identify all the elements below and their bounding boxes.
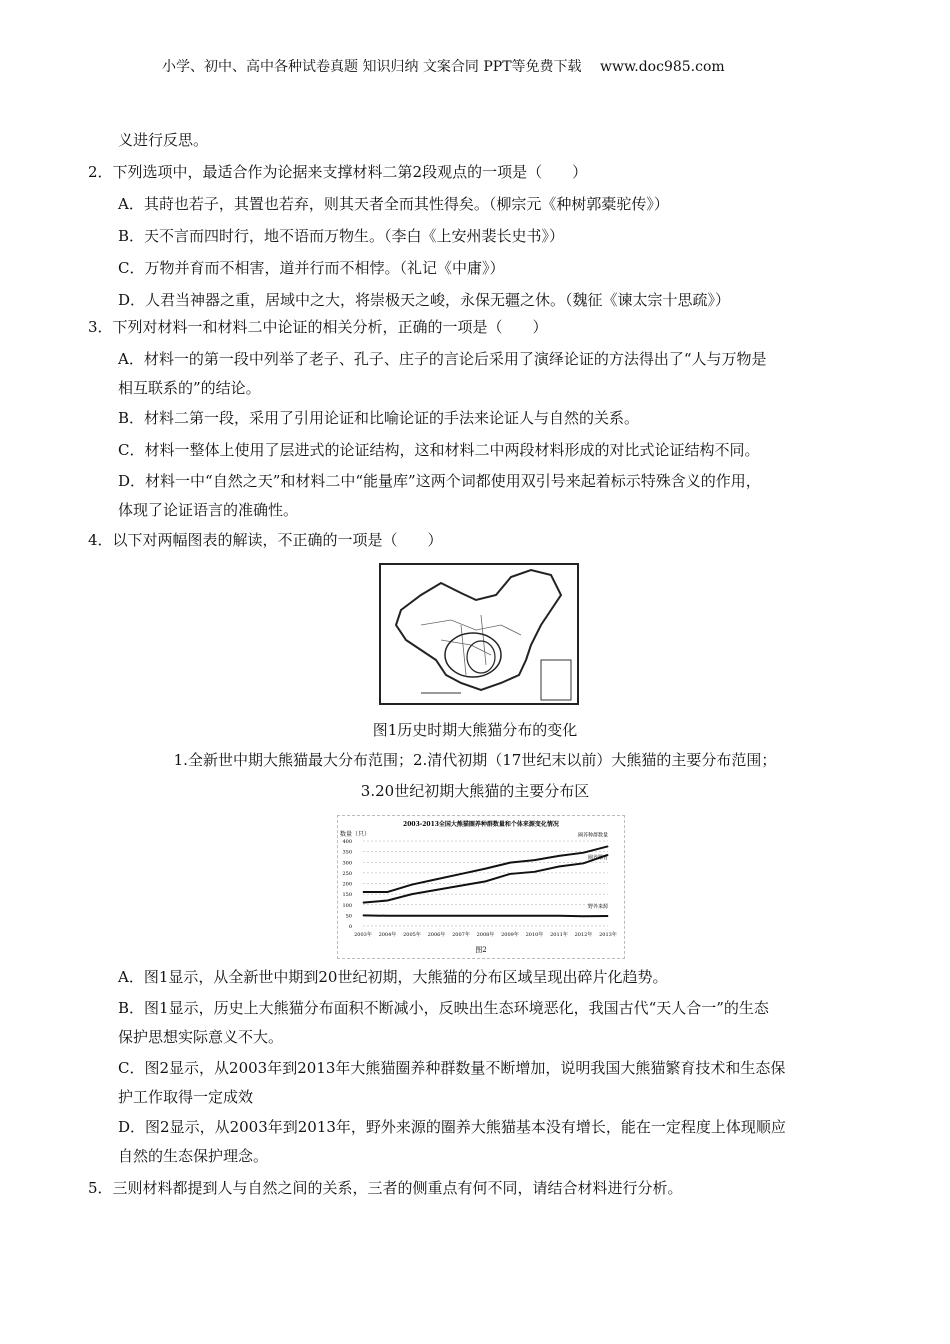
y-tick-label: 100 [342,902,352,909]
x-tick-label: 2013年 [599,932,617,938]
page-header: 小学、初中、高中各种试卷真题 知识归纳 文案合同 PPT等免费下载 www.doc985.com [162,59,725,75]
data-point [461,873,462,874]
y-tick-label: 250 [342,870,352,877]
x-tick-label: 2003年 [354,932,372,938]
data-point [583,863,584,864]
y-tick-label: 50 [345,913,352,920]
text-line: 体现了论证语言的准确性。 [118,501,299,519]
data-point [363,892,364,893]
x-tick-label: 2011年 [550,932,568,938]
text-line: 相互联系的”的结论。 [118,379,261,397]
data-point [436,879,437,880]
data-point [363,915,364,916]
x-tick-label: 2005年 [403,932,421,938]
y-axis-label: 数量（只） [340,831,371,838]
option-line: D．图2显示，从2003年到2013年，野外来源的圈养大熊猫基本没有增长，能在一定程度上体现顺应 [118,1118,786,1136]
y-tick-label: 350 [342,849,352,856]
data-point [436,889,437,890]
option-line: A．图1显示，从全新世中期到20世纪初期，大熊猫的分布区域呈现出碎片化趋势。 [118,968,668,986]
x-tick-label: 2004年 [378,932,397,938]
figure-caption: 图1历史时期大熊猫分布的变化 [372,721,578,739]
data-point [583,852,584,853]
question-stem: 5．三则材料都提到人与自然之间的关系，三者的侧重点有何不同，请结合材料进行分析。 [88,1179,683,1197]
data-point [412,884,413,885]
x-tick-label: 2008年 [476,932,495,938]
data-point [485,868,486,869]
series-label: 圈养种群数量 [577,832,608,839]
series-line-0 [363,846,608,892]
y-tick-label: 400 [342,839,352,845]
data-point [412,915,413,916]
data-point [534,915,535,916]
data-point [608,846,609,847]
data-point [485,881,486,882]
chart-title: 2003-2013全国大熊猫圈养种群数量和个体来源变化情况 [403,821,559,828]
option-line: 保护思想实际意义不大。 [118,1028,284,1046]
x-tick-label: 2012年 [574,932,593,938]
data-point [412,894,413,895]
data-point [510,873,511,874]
text-line: A．其莳也若子，其置也若弃，则其天者全而其性得矣。（柳宗元《种树郭橐驼传》） [118,195,669,213]
data-point [510,915,511,916]
panda-distribution-map [379,563,579,705]
data-point [534,871,535,872]
text-line: B．材料二第一段，采用了引用论证和比喻论证的手法来论证人与自然的关系。 [118,409,640,427]
data-point [461,915,462,916]
text-line: B．天不言而四时行，地不语而万物生。（李白《上安州裴长史书》） [118,227,565,245]
text-line: 义进行反思。 [118,131,209,149]
question-stem: 2．下列选项中，最适合作为论据来支撑材料二第2段观点的一项是（ ） [88,163,588,181]
x-tick-label: 2006年 [427,932,446,938]
y-tick-label: 150 [342,892,352,899]
chart-caption: 图2 [475,946,487,954]
data-point [387,892,388,893]
data-point [559,915,560,916]
series-label: 野外来源 [587,904,608,911]
x-tick-label: 2007年 [452,932,470,938]
text-line: C．材料一整体上使用了层进式的论证结构，这和材料二中两段材料形成的对比式论证结构不同。 [118,441,760,459]
panda-population-chart [337,815,625,959]
text-line: A．材料一的第一段中列举了老子、孔子、庄子的言论后采用了演绎论证的方法得出了“人与万物是 [118,350,767,368]
option-line: 自然的生态保护理念。 [118,1147,269,1165]
option-line: 护工作取得一定成效 [118,1088,254,1106]
y-tick-label: 0 [348,924,352,930]
x-tick-label: 2010年 [525,932,544,938]
question-stem: 3．下列对材料一和材料二中论证的相关分析，正确的一项是（ ） [88,318,548,336]
text-line: D．人君当神器之重，居域中之大，将崇极天之峻，永保无疆之休。（魏征《谏太宗十思疏》） [118,291,731,309]
question-stem: 4．以下对两幅图表的解读，不正确的一项是（ ） [88,531,443,549]
y-tick-label: 300 [342,860,352,867]
data-point [485,915,486,916]
data-point [436,915,437,916]
data-point [583,916,584,917]
data-point [510,862,511,863]
data-point [387,915,388,916]
option-line: C．图2显示，从2003年到2013年大熊猫圈养种群数量不断增加，说明我国大熊猫繁育技术和生态保 [118,1059,786,1077]
data-point [534,860,535,861]
text-line: C．万物并育而不相害，道并行而不相悖。（礼记《中庸》） [118,259,505,277]
figure-caption: 3.20世纪初期大熊猫的主要分布区 [360,782,590,800]
text-line: D．材料一中“自然之天”和材料二中“能量库”这两个词都使用双引号来起着标示特殊含义的作用， [118,472,761,490]
data-point [608,916,609,917]
figure-caption: 1.全新世中期大熊猫最大分布范围；2.清代初期（17世纪末以前）大熊猫的主要分布范围； [173,751,777,769]
data-point [559,855,560,856]
option-line: B．图1显示，历史上大熊猫分布面积不断减小，反映出生态环境恶化，我国古代“天人合一”的生态 [118,999,769,1017]
data-point [387,900,388,901]
y-tick-label: 200 [342,881,352,888]
data-point [363,902,364,903]
series-label: 圈养繁育 [587,854,608,861]
x-tick-label: 2009年 [501,932,519,938]
series-line-1 [363,855,608,903]
data-point [461,885,462,886]
data-point [559,866,560,867]
